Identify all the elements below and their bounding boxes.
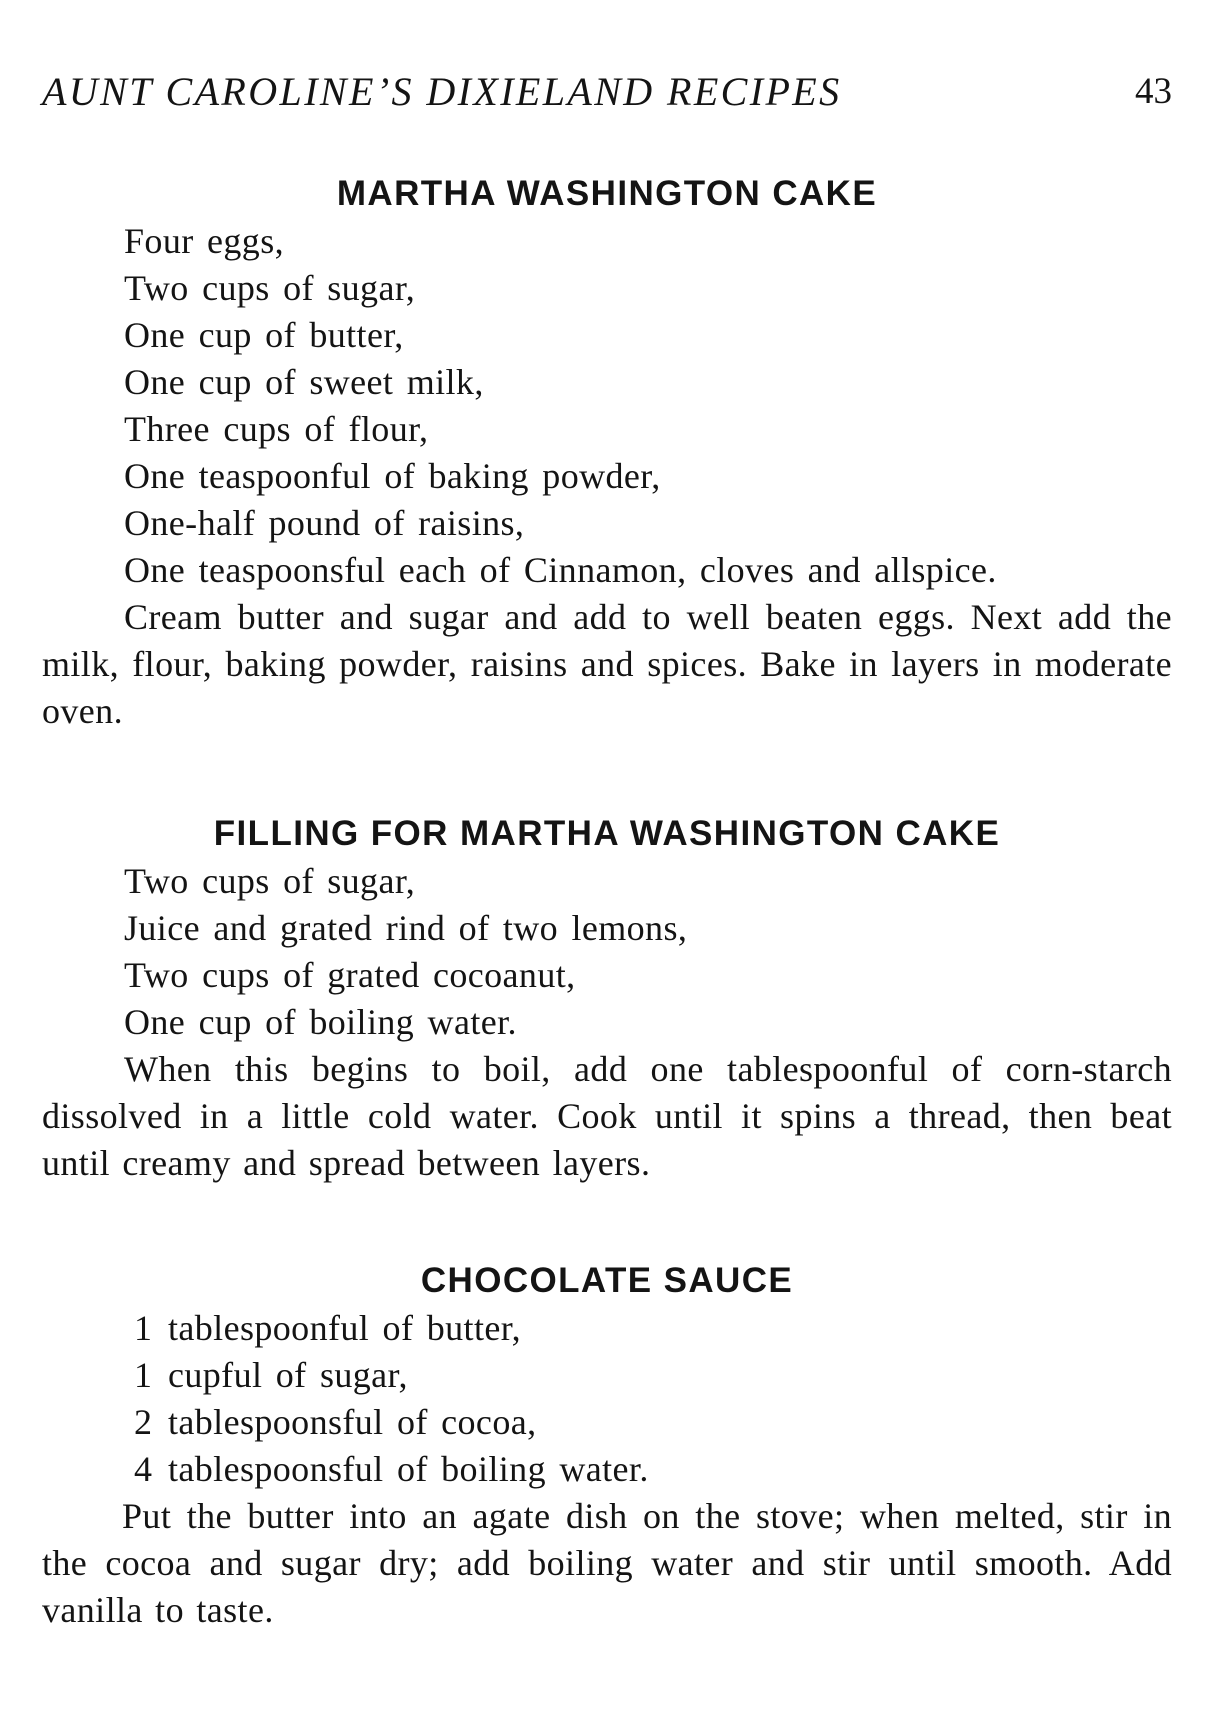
recipe-directions: Put the butter into an agate dish on the stove; when melted, stir in the cocoa and sugar dry; add boiling water and stir until smooth. Add vanilla to taste.	[42, 1496, 1172, 1630]
book-page	[42, 0, 1172, 1736]
ingredient-line: One teaspoonsful each of Cinnamon, cloves and allspice.	[124, 550, 997, 590]
recipe-directions: When this begins to boil, add one tablespoonful of corn-starch dissolved in a little cold water. Cook until it spins a thread, then beat until creamy and spread between layers.	[42, 1049, 1172, 1183]
ingredient-list	[42, 1305, 1172, 1493]
ingredient-line	[42, 1352, 1172, 1399]
ingredient-line	[42, 1446, 1172, 1493]
recipe-title: FILLING FOR MARTHA WASHINGTON CAKE	[213, 814, 1001, 853]
ingredient-text: tablespoonsful of boiling water.	[168, 1449, 649, 1489]
ingredient-line: Two cups of sugar,	[124, 861, 416, 901]
ingredient-line: Two cups of sugar,	[124, 268, 416, 308]
ingredient-line: One teaspoonful of baking powder,	[124, 456, 661, 496]
recipe-title: CHOCOLATE SAUCE	[420, 1261, 794, 1300]
ingredient-text: cupful of sugar,	[168, 1355, 408, 1395]
ingredient-line: One cup of butter,	[124, 315, 404, 355]
running-head	[42, 68, 1172, 118]
recipe-directions: Cream butter and sugar and add to well beaten eggs. Next add the milk, flour, baking powder, raisins and spices. Bake in layers in moderate oven.	[42, 597, 1172, 731]
ingredient-line: Two cups of grated cocoanut,	[124, 955, 576, 995]
ingredient-line: Juice and grated rind of two lemons,	[124, 908, 688, 948]
ingredient-line: One-half pound of raisins,	[124, 503, 525, 543]
ingredient-quantity: 1	[134, 1355, 153, 1395]
ingredient-line: Three cups of flour,	[124, 409, 429, 449]
recipe-title: MARTHA WASHINGTON CAKE	[336, 174, 878, 213]
ingredient-line: One cup of sweet milk,	[124, 362, 484, 402]
ingredient-text: tablespoonful of butter,	[168, 1308, 522, 1348]
recipe-filling-for-martha-washington-cake	[42, 810, 1172, 1187]
recipe-martha-washington-cake	[42, 170, 1172, 735]
ingredient-quantity: 4	[134, 1449, 153, 1489]
ingredient-list	[42, 218, 1172, 594]
ingredient-quantity: 2	[134, 1402, 153, 1442]
ingredient-list	[42, 858, 1172, 1046]
running-title: AUNT CAROLINE’S DIXIELAND RECIPES	[42, 69, 842, 114]
ingredient-line: One cup of boiling water.	[124, 1002, 517, 1042]
page-number: 43	[1135, 71, 1172, 112]
ingredient-line	[42, 1399, 1172, 1446]
ingredient-quantity: 1	[134, 1308, 153, 1348]
recipe-chocolate-sauce	[42, 1257, 1172, 1634]
ingredient-text: tablespoonsful of cocoa,	[168, 1402, 537, 1442]
ingredient-line: Four eggs,	[124, 221, 284, 261]
ingredient-line	[42, 1305, 1172, 1352]
